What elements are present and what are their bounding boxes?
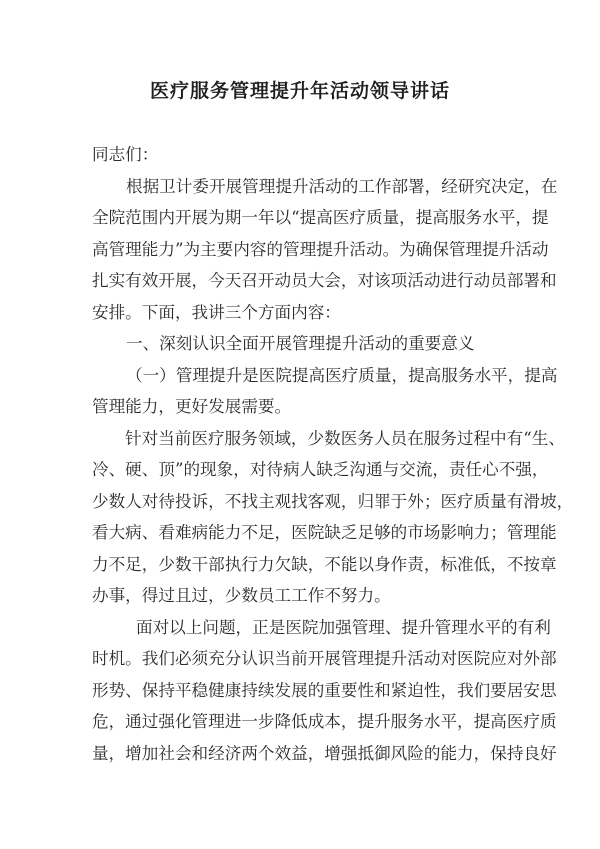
paragraph-intro [92,171,558,329]
text-line: 形势、保持平稳健康持续发展的重要性和紧迫性，我们要居安思 [92,680,557,700]
text-line: 面对以上问题，正是医院加强管理、提升管理水平的有利 [136,617,551,637]
text-line: 全院范围内开展为期一年以“提高医疗质量，提高服务水平，提 [92,208,549,227]
paragraph-opportunity [92,612,557,770]
text-line: 办事，得过且过，少数员工工作不努力。 [92,586,391,605]
text-line: 危，通过强化管理进一步降低成本，提升服务水平，提高医疗质 [92,712,557,731]
text-line: （一）管理提升是医院提高医疗质量，提高服务水平，提高 [126,365,558,385]
text-line: 高管理能力”为主要内容的管理提升活动。为确保管理提升活动 [92,239,549,259]
text-line: 安排。下面，我讲三个方面内容： [92,302,341,322]
text-line: 针对当前医疗服务领域，少数医务人员在服务过程中有“生、 [125,428,565,448]
document-body [92,139,574,769]
text-line: 冷、硬、顶”的现象，对待病人缺乏沟通与交流，责任心不强， [92,460,549,479]
paragraph-problems [92,423,574,612]
text-line: 扎实有效开展，今天召开动员大会，对该项活动进行动员部署和 [92,271,557,290]
text-line: 看大病、看难病能力不足，医院缺乏足够的市场影响力；管理能 [92,523,557,542]
salutation: 同志们： [92,145,159,164]
section-heading-1 [92,328,508,360]
text-line: 根据卫计委开展管理提升活动的工作部署，经研究决定，在 [126,176,558,196]
text-line: 管理能力，更好发展需要。 [92,397,292,416]
text-line: 一、深刻认识全面开展管理提升活动的重要意义 [126,334,475,353]
document-title: 医疗服务管理提升年活动领导讲话 [149,80,450,102]
text-line: 时机。我们必须充分认识当前开展管理提升活动对医院应对外部 [92,649,557,668]
subsection-heading-1 [92,360,558,423]
text-line: 量，增加社会和经济两个效益，增强抵御风险的能力，保持良好 [92,743,557,763]
text-line: 少数人对待投诉，不找主观找客观，归罪于外；医疗质量有滑坡， [92,491,574,511]
text-line: 力不足，少数干部执行力欠缺，不能以身作责，标准低，不按章 [92,554,557,574]
